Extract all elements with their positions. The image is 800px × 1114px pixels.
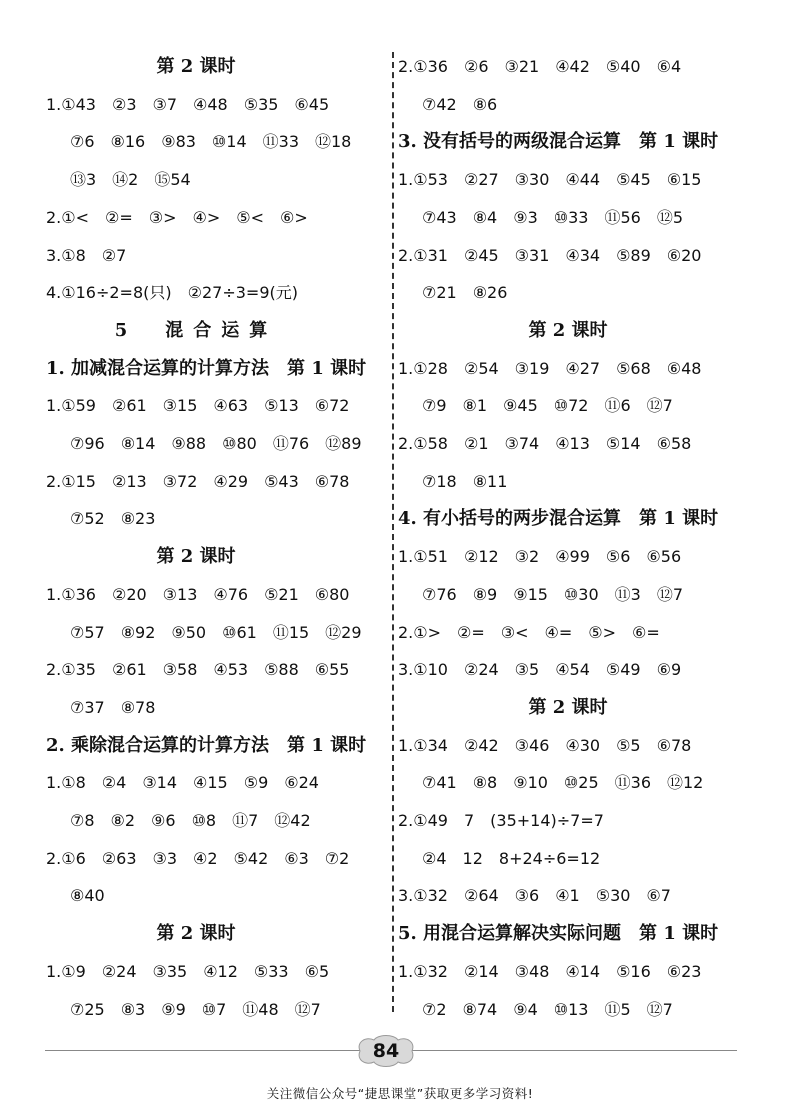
answer-line: ⑦42 ⑧6 [422,94,498,114]
answer-line: 3.①32 ②64 ③6 ④1 ⑤30 ⑥7 [398,886,671,906]
answer-line: ⑦43 ⑧4 ⑨3 ⑩33 ⑪56 ⑫5 [422,207,683,227]
answer-line: 2.①6 ②63 ③3 ④2 ⑤42 ⑥3 ⑦2 [46,848,350,868]
answer-line: 1.①9 ②24 ③35 ④12 ⑤33 ⑥5 [46,961,330,981]
chapter-title: 5 混合运算 [114,319,278,341]
answer-line: 1.①28 ②54 ③19 ④27 ⑤68 ⑥48 [398,358,702,378]
answer-line: 2.①49 7 (35+14)÷7=7 [398,811,604,830]
answer-line: ⑦21 ⑧26 [422,283,508,303]
answer-line: 1.①51 ②12 ③2 ④99 ⑤6 ⑥56 [398,547,682,567]
lesson-heading: 第 2 课时 [528,319,608,341]
answer-line: ②4 12 8+24÷6=12 [422,848,601,868]
answer-line: 1.①53 ②27 ③30 ④44 ⑤45 ⑥15 [398,170,702,190]
answer-line: 1.①34 ②42 ③46 ④30 ⑤5 ⑥78 [398,735,692,755]
lesson-heading: 第 2 课时 [156,56,236,77]
topic-heading: 4. 有小括号的两步混合运算 第 1 课时 [398,508,719,530]
answer-line: ⑧40 [70,886,105,906]
answer-line: 2.①31 ②45 ③31 ④34 ⑤89 ⑥20 [398,245,702,265]
column-divider [392,52,394,1012]
answer-line: 2.①58 ②1 ③74 ④13 ⑤14 ⑥58 [398,434,692,453]
answer-line: 4.①16÷2=8(只) ②27÷3=9(元) [46,283,298,303]
topic-heading: 3. 没有括号的两级混合运算 第 1 课时 [398,131,719,153]
answer-line: 2.①15 ②13 ③72 ④29 ⑤43 ⑥78 [46,471,350,491]
page-number: 84 [372,1040,400,1062]
lesson-heading: 第 2 课时 [156,923,236,945]
topic-heading: 5. 用混合运算解决实际问题 第 1 课时 [398,923,719,945]
topic-heading: 1. 加减混合运算的计算方法 第 1 课时 [46,357,367,379]
answer-line: ⑦25 ⑧3 ⑨9 ⑩7 ⑪48 ⑫7 [70,999,321,1019]
answer-line: ⑦2 ⑧74 ⑨4 ⑩13 ⑪5 ⑫7 [422,999,673,1019]
answer-line: 2.①36 ②6 ③21 ④42 ⑤40 ⑥4 [398,57,682,76]
answer-line: 1.①43 ②3 ③7 ④48 ⑤35 ⑥45 [46,94,330,114]
answer-line: 2.①35 ②61 ③58 ④53 ⑤88 ⑥55 [46,660,350,680]
answer-line: 1.①32 ②14 ③48 ④14 ⑤16 ⑥23 [398,961,702,981]
answer-line: ⑦52 ⑧23 [70,509,156,529]
answer-line: ⑦6 ⑧16 ⑨83 ⑩14 ⑪33 ⑫18 [70,132,352,152]
answer-line: 3.①10 ②24 ③5 ④54 ⑤49 ⑥9 [398,660,682,680]
answer-line: 3.①8 ②7 [46,245,127,265]
footer-note: 关注微信公众号“捷思课堂”获取更多学习资料! [266,1086,534,1101]
answer-line: ⑦8 ⑧2 ⑨6 ⑩8 ⑪7 ⑫42 [70,811,311,830]
answer-line: 1.①36 ②20 ③13 ④76 ⑤21 ⑥80 [46,584,350,604]
lesson-heading: 第 2 课时 [528,696,608,718]
answer-line: 2.①< ②= ③> ④> ⑤< ⑥> [46,207,308,227]
lesson-heading: 第 2 课时 [156,546,236,568]
answer-line: 2.①> ②= ③< ④= ⑤> ⑥= [398,622,660,642]
answer-line: ⑦41 ⑧8 ⑨10 ⑩25 ⑪36 ⑫12 [422,773,704,793]
answer-line: ⑦18 ⑧11 [422,471,508,491]
answer-line: 1.①8 ②4 ③14 ④15 ⑤9 ⑥24 [46,773,319,793]
answer-line: 1.①59 ②61 ③15 ④63 ⑤13 ⑥72 [46,396,350,416]
answer-line: ⑦9 ⑧1 ⑨45 ⑩72 ⑪6 ⑫7 [422,396,673,416]
answer-line: ⑦76 ⑧9 ⑨15 ⑩30 ⑪3 ⑫7 [422,584,683,604]
answer-line: ⑦96 ⑧14 ⑨88 ⑩80 ⑪76 ⑫89 [70,434,362,453]
answer-line: ⑦37 ⑧78 [70,697,156,717]
answer-line: ⑬3 ⑭2 ⑮54 [70,170,191,190]
answer-line: ⑦57 ⑧92 ⑨50 ⑩61 ⑪15 ⑫29 [70,622,362,642]
topic-heading: 2. 乘除混合运算的计算方法 第 1 课时 [46,734,367,756]
